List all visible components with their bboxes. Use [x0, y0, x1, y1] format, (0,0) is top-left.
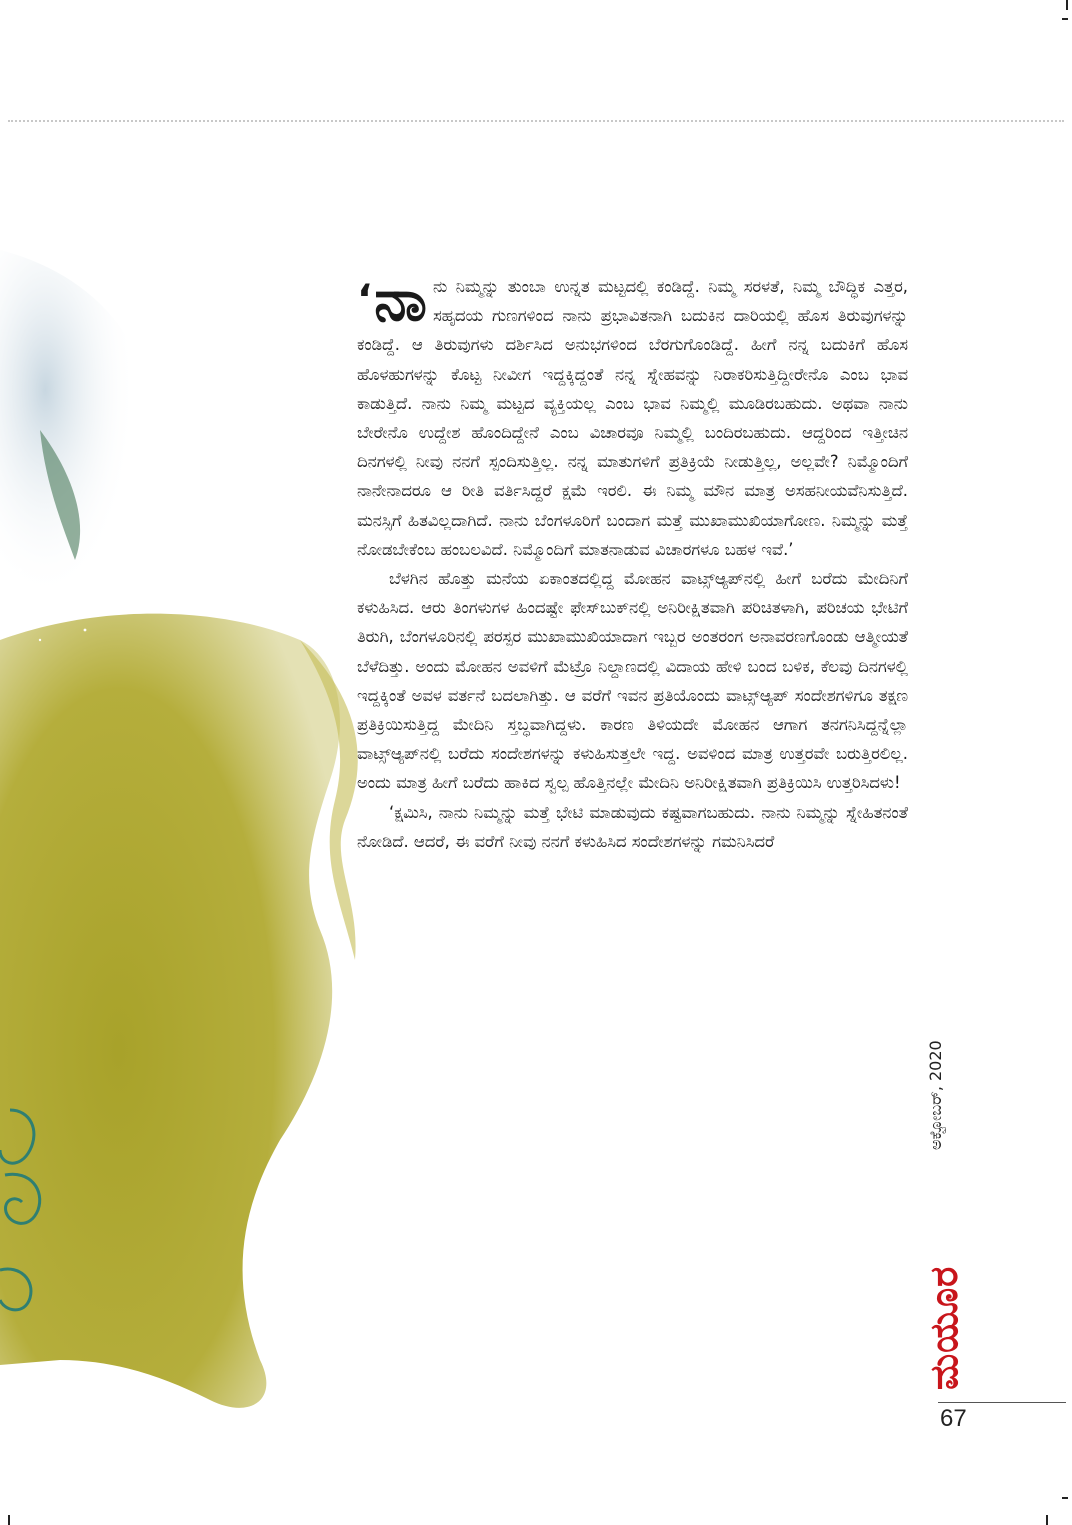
article-body	[357, 266, 908, 856]
crop-mark-right-upper	[1062, 18, 1068, 20]
olive-paint-stroke	[0, 614, 340, 1408]
crop-mark-right-lower	[1062, 1497, 1068, 1499]
crop-mark-bottom-right	[1046, 1515, 1048, 1525]
drop-cap-letter: ನಾ	[374, 266, 427, 334]
drop-cap	[357, 266, 427, 334]
drop-cap-quote: ‘	[357, 277, 373, 323]
article-paragraph-2: ಬೆಳಗಿನ ಹೊತ್ತು ಮನೆಯ ಏಕಾಂತದಲ್ಲಿದ್ದ ಮೋಹನ ವಾಟ್ಸ್‌ಆ್ಯಪ್‌ನಲ್ಲಿ ಹೀಗೆ ಬರೆದು ಮೇದಿನಿಗೆ ಕಳುಹಿಸಿದ. ಆರು ತಿಂಗಳುಗಳ ಹಿಂದಷ್ಟೇ ಫೇಸ್‌ಬುಕ್‌ನಲ್ಲಿ ಅನಿರೀಕ್ಷಿತವಾಗಿ ಪರಿಚಿತಳಾಗಿ, ಪರಿಚಯ ಭೇಟಿಗೆ ತಿರುಗಿ, ಬೆಂಗಳೂರಿನಲ್ಲಿ ಪರಸ್ಪರ ಮುಖಾಮುಖಿಯಾದಾಗ ಇಬ್ಬರ ಅಂತರಂಗ ಅನಾವರಣಗೊಂಡು ಆತ್ಮೀಯತೆ ಬೆಳೆದಿತ್ತು. ಅಂದು ಮೋಹನ ಅವಳಿಗೆ ಮೆಟ್ರೊ ನಿಲ್ದಾಣದಲ್ಲಿ ವಿದಾಯ ಹೇಳಿ ಬಂದ ಬಳಿಕ, ಕೆಲವು ದಿನಗಳಲ್ಲಿ ಇದ್ದಕ್ಕಿಂತೆ ಅವಳ ವರ್ತನೆ ಬದಲಾಗಿತ್ತು. ಆ ವರೆಗೆ ಇವನ ಪ್ರತಿಯೊಂದು ವಾಟ್ಸ್‌ಆ್ಯಪ್ ಸಂದೇಶಗಳಿಗೂ ತಕ್ಷಣ ಪ್ರತಿಕ್ರಿಯಿಸುತ್ತಿದ್ದ ಮೇದಿನಿ ಸ್ತಬ್ಧವಾಗಿದ್ದಳು. ಕಾರಣ ತಿಳಿಯದೇ ಮೋಹನ ಆಗಾಗ ತನಗನಿಸಿದ್ದನ್ನೆಲ್ಲಾ ವಾಟ್ಸ್‌ಆ್ಯಪ್‌ನಲ್ಲಿ ಬರೆದು ಸಂದೇಶಗಳನ್ನು ಕಳುಹಿಸುತ್ತಲೇ ಇದ್ದ. ಅವಳಿಂದ ಮಾತ್ರ ಉತ್ತರವೇ ಬರುತ್ತಿರಲಿಲ್ಲ. ಅಂದು ಮಾತ್ರ ಹೀಗೆ ಬರೆದು ಹಾಕಿದ ಸ್ವಲ್ಪ ಹೊತ್ತಿನಲ್ಲೇ ಮೇದಿನಿ ಅನಿರೀಕ್ಷಿತವಾಗಿ ಪ್ರತಿಕ್ರಿಯಿಸಿ ಉತ್ತರಿಸಿದಳು!	[357, 569, 908, 793]
issue-date: ಅಕ್ಟೋಬರ್, 2020	[926, 1040, 945, 1150]
article-paragraph-1	[357, 266, 908, 564]
article-paragraph-3: ‘ಕ್ಷಮಿಸಿ, ನಾನು ನಿಮ್ಮನ್ನು ಮತ್ತೆ ಭೇಟಿ ಮಾಡುವುದು ಕಷ್ಟವಾಗಬಹುದು. ನಾನು ನಿಮ್ಮನ್ನು ಸ್ನೇಹಿತನಂತೆ ನೋಡಿದೆ. ಆದರೆ, ಈ ವರೆಗೆ ನೀವು ನನಗೆ ಕಳುಹಿಸಿದ ಸಂದೇಶಗಳನ್ನು ಗಮನಿಸಿದರೆ	[357, 802, 908, 851]
page-number-rule	[938, 1402, 1066, 1403]
page-number: 67	[940, 1405, 967, 1432]
magazine-logo: ಮಯೂರ	[922, 1265, 966, 1390]
paragraph-text: ನು ನಿಮ್ಮನ್ನು ತುಂಬಾ ಉನ್ನತ ಮಟ್ಟದಲ್ಲಿ ಕಂಡಿದ್ದೆ. ನಿಮ್ಮ ಸರಳತೆ, ನಿಮ್ಮ ಬೌದ್ಧಿಕ ಎತ್ತರ, ಸಹೃದಯ ಗುಣಗಳಿಂದ ನಾನು ಪ್ರಭಾವಿತನಾಗಿ ಬದುಕಿನ ದಾರಿಯಲ್ಲಿ ಹೊಸ ತಿರುವುಗಳನ್ನು ಕಂಡಿದ್ದೆ. ಆ ತಿರುವುಗಳು ದರ್ಶಿಸಿದ ಅನುಭಗಳಿಂದ ಬೆರಗುಗೊಂಡಿದ್ದೆ. ಹೀಗೆ ನನ್ನ ಬದುಕಿಗೆ ಹೊಸ ಹೊಳಹುಗಳನ್ನು ಕೊಟ್ಟ ನೀವೀಗ ಇದ್ದಕ್ಕಿದ್ದಂತೆ ನನ್ನ ಸ್ನೇಹವನ್ನು ನಿರಾಕರಿಸುತ್ತಿದ್ದೀರೇನೊ ಎಂಬ ಭಾವ ಕಾಡುತ್ತಿದೆ. ನಾನು ನಿಮ್ಮ ಮಟ್ಟದ ವ್ಯಕ್ತಿಯಲ್ಲ ಎಂಬ ಭಾವ ನಿಮ್ಮಲ್ಲಿ ಮೂಡಿರಬಹುದು. ಅಥವಾ ನಾನು ಬೇರೇನೊ ಉದ್ದೇಶ ಹೊಂದಿದ್ದೇನೆ ಎಂಬ ವಿಚಾರವೂ ನಿಮ್ಮಲ್ಲಿ ಬಂದಿರಬಹುದು. ಆದ್ದರಿಂದ ಇತ್ತೀಚಿನ ದಿನಗಳಲ್ಲಿ ನೀವು ನನಗೆ ಸ್ಪಂದಿಸುತ್ತಿಲ್ಲ. ನನ್ನ ಮಾತುಗಳಿಗೆ ಪ್ರತಿಕ್ರಿಯೆ ನೀಡುತ್ತಿಲ್ಲ, ಅಲ್ಲವೇ? ನಿಮ್ಮೊಂದಿಗೆ ನಾನೇನಾದರೂ ಆ ರೀತಿ ವರ್ತಿಸಿದ್ದರೆ ಕ್ಷಮೆ ಇರಲಿ. ಈ ನಿಮ್ಮ ಮೌನ ಮಾತ್ರ ಅಸಹನೀಯವೆನಿಸುತ್ತಿದೆ. ಮನಸ್ಸಿಗೆ ಹಿತವಿಲ್ಲದಾಗಿದೆ. ನಾನು ಬೆಂಗಳೂರಿಗೆ ಬಂದಾಗ ಮತ್ತೆ ಮುಖಾಮುಖಿಯಾಗೋಣ. ನಿಮ್ಮನ್ನು ಮತ್ತೆ ನೋಡಬೇಕೆಂಬ ಹಂಬಲವಿದೆ. ನಿಮ್ಮೊಂದಿಗೆ ಮಾತನಾಡುವ ವಿಚಾರಗಳೂ ಬಹಳ ಇವೆ.’	[357, 277, 908, 559]
decorative-artwork	[0, 0, 400, 1525]
crop-mark-top-right	[1066, 0, 1068, 10]
